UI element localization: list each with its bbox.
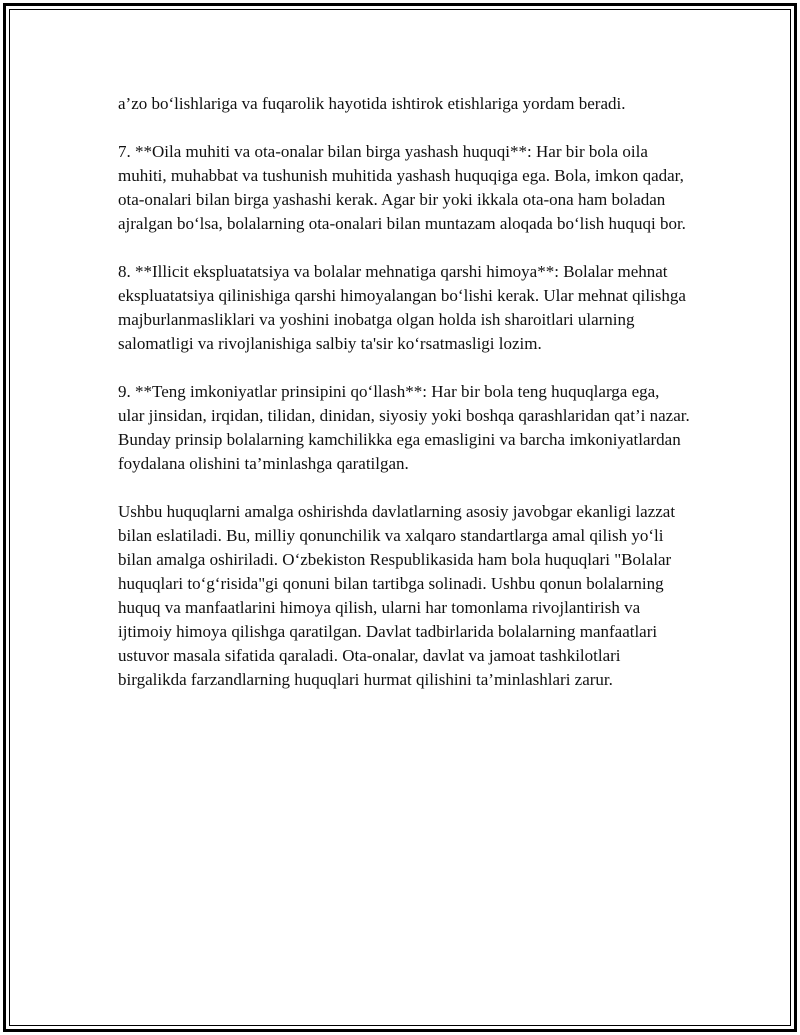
document-body	[118, 92, 690, 716]
paragraph-item-8: 8. **Illicit ekspluatatsiya va bolalar mehnatiga qarshi himoya**: Bolalar mehnat ekspluatatsiya qilinishiga qarshi himoyalangan bo‘lishi kerak. Ular mehnat qilishga majburlanmasliklari va yoshini inobatga olgan holda ish sharoitlari ularning salomatligi va rivojlanishiga salbiy ta'sir ko‘rsatmasligi lozim.	[118, 262, 686, 353]
paragraph-item-7: 7. **Oila muhiti va ota-onalar bilan birga yashash huquqi**: Har bir bola oila muhiti, muhabbat va tushunish muhitida yashash huquqiga ega. Bola, imkon qadar, ota-onalari bilan birga yashashi kerak. Agar bir yoki ikkala ota-ona ham boladan ajralgan bo‘lsa, bolalarning ota-onalari bilan muntazam aloqada bo‘lish huquqi bor.	[118, 142, 686, 233]
paragraph-continuation: a’zo bo‘lishlariga va fuqarolik hayotida ishtirok etishlariga yordam beradi.	[118, 94, 626, 113]
paragraph-conclusion: Ushbu huquqlarni amalga oshirishda davlatlarning asosiy javobgar ekanligi lazzat bilan eslatiladi. Bu, milliy qonunchilik va xalqaro standartlarga amal qilish yo‘li bilan amalga oshiriladi. O‘zbekiston Respublikasida ham bola huquqlari "Bolalar huquqlari to‘g‘risida"gi qonuni bilan tartibga solinadi. Ushbu qonun bolalarning huquq va manfaatlarini himoya qilish, ularni har tomonlama rivojlantirish va ijtimoiy himoya qilishga qaratilgan. Davlat tadbirlarida bolalarning manfaatlari ustuvor masala sifatida qaraladi. Ota-onalar, davlat va jamoat tashkilotlari birgalikda farzandlarning huquqlari hurmat qilishini ta’minlashlari zarur.	[118, 502, 676, 689]
paragraph-item-9: 9. **Teng imkoniyatlar prinsipini qo‘llash**: Har bir bola teng huquqlarga ega, ular jinsidan, irqidan, tilidan, dinidan, siyosiy yoki boshqa qarashlaridan qat’i nazar. Bunday prinsip bolalarning kamchilikka ega emasligini va barcha imkoniyatlardan foydalana olishini ta’minlashga qaratilgan.	[118, 382, 690, 473]
